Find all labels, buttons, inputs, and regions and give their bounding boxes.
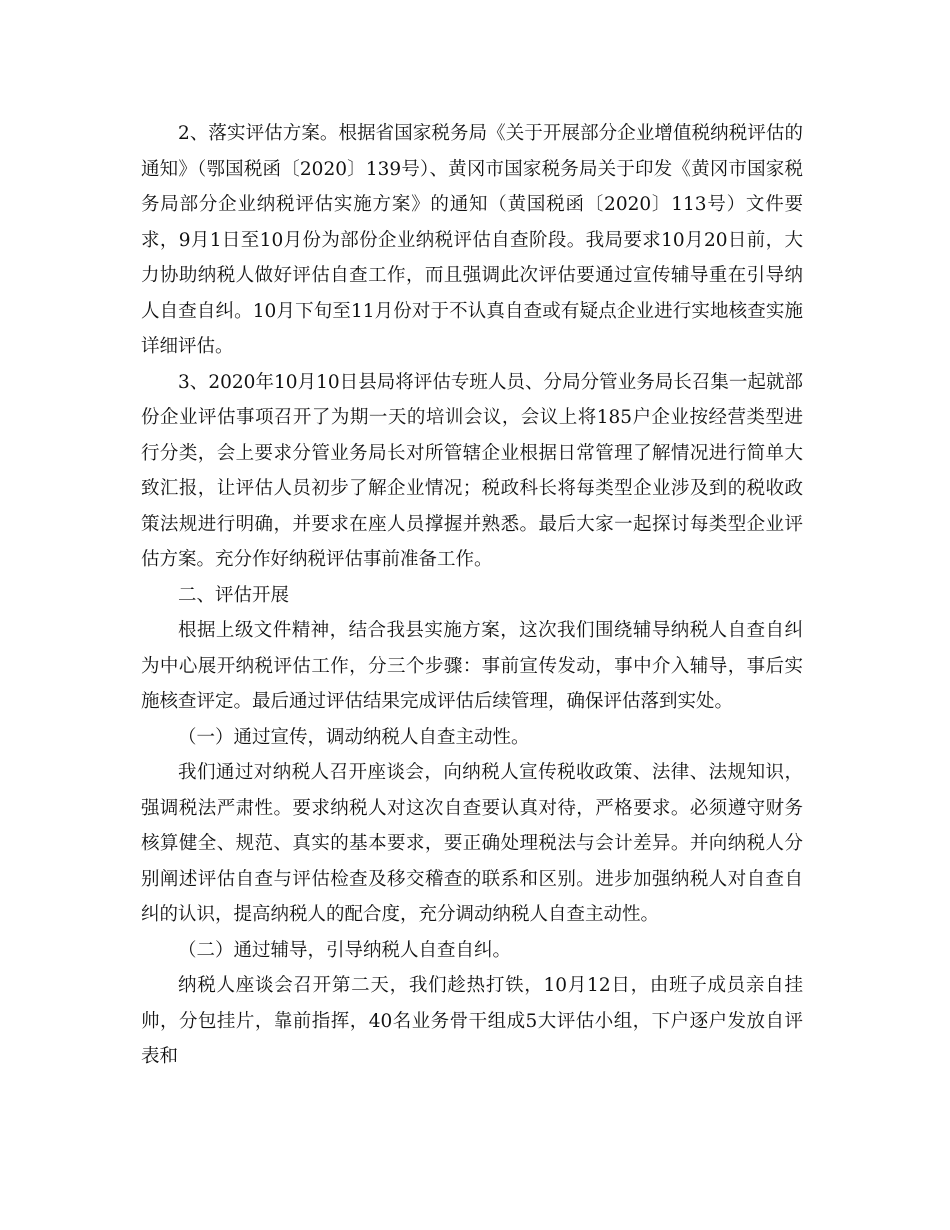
subheading-guidance: （二）通过辅导，引导纳税人自查自纠。 <box>178 939 512 961</box>
subheading-publicity: （一）通过宣传，调动纳税人自查主动性。 <box>178 726 530 748</box>
paragraph-guidance: 纳税人座谈会召开第二天，我们趁热打铁，10月12日，由班子成员亲自挂帅，分包挂片，靠前指挥，40名业务骨干组成5大评估小组，下户逐户发放自评表和 <box>141 975 803 1067</box>
paragraph-training-meeting: 3、2020年10月10日县局将评估专班人员、分局分管业务局长召集一起就部份企业评估事项召开了为期一天的培训会议，会议上将185户企业按经营类型进行分类，会上要求分管业务局长对所管辖企业根据日常管理了解情况进行简单大致汇报，让评估人员初步了解企业情况；税政科长将每类型企业涉及到的税收政策法规进行明确，并要求在座人员撑握并熟悉。最后大家一起探讨每类型企业评估方案。充分作好纳税评估事前准备工作。 <box>141 371 803 570</box>
section-heading-evaluation: 二、评估开展 <box>178 584 290 606</box>
document-body <box>141 116 803 1075</box>
paragraph-evaluation-overview: 根据上级文件精神，结合我县实施方案，这次我们围绕辅导纳税人自查自纠为中心展开纳税评估工作，分三个步骤：事前宣传发动，事中介入辅导，事后实施核查评定。最后通过评估结果完成评估后续管理，确保评估落到实处。 <box>141 620 803 712</box>
paragraph-implementation-plan: 2、落实评估方案。根据省国家税务局《关于开展部分企业增值税纳税评估的通知》（鄂国税函〔2020〕139号）、黄冈市国家税务局关于印发《黄冈市国家税务局部分企业纳税评估实施方案》的通知（黄国税函〔2020〕113号）文件要求，9月1日至10月份为部份企业纳税评估自查阶段。我局要求10月20日前，大力协助纳税人做好评估自查工作，而且强调此次评估要通过宣传辅导重在引导纳人自查自纠。10月下旬至11月份对于不认真自查或有疑点企业进行实地核查实施详细评估。 <box>141 123 803 357</box>
paragraph-publicity: 我们通过对纳税人召开座谈会，向纳税人宣传税收政策、法律、法规知识，强调税法严肃性。要求纳税人对这次自查要认真对待，严格要求。必须遵守财务核算健全、规范、真实的基本要求，要正确处理税法与会计差异。并向纳税人分别阐述评估自查与评估检查及移交稽查的联系和区别。进步加强纳税人对自查自纠的认识，提高纳税人的配合度，充分调动纳税人自查主动性。 <box>141 762 803 925</box>
